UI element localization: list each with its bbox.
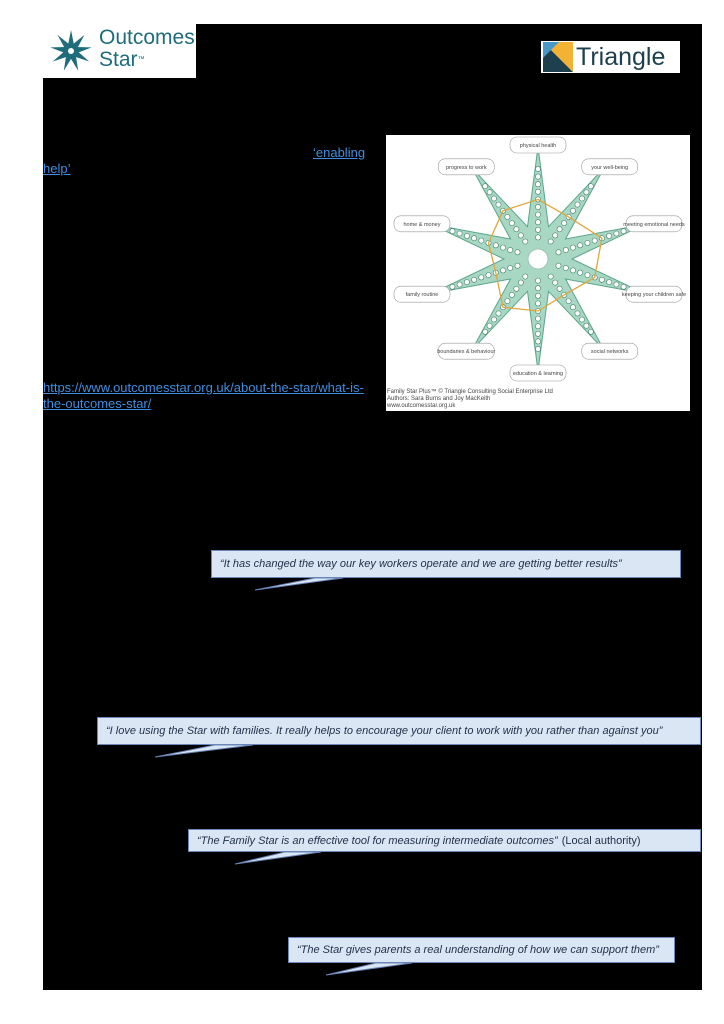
family-star-figure bbox=[386, 135, 690, 411]
scale-point bbox=[535, 286, 540, 291]
quote-2-tail bbox=[155, 744, 255, 758]
scale-point bbox=[614, 282, 619, 287]
scale-point bbox=[557, 286, 562, 291]
family-star-diagram bbox=[386, 135, 690, 397]
scale-point bbox=[575, 311, 580, 316]
scale-point bbox=[570, 245, 575, 250]
scale-point bbox=[570, 268, 575, 273]
enabling-help-link[interactable]: ‘enabling bbox=[313, 145, 366, 160]
scale-point bbox=[535, 204, 540, 209]
scale-point bbox=[500, 268, 505, 273]
scale-point bbox=[505, 299, 510, 304]
scale-point bbox=[614, 231, 619, 236]
scale-point bbox=[535, 331, 540, 336]
scale-point bbox=[491, 196, 496, 201]
scale-point bbox=[553, 233, 558, 238]
star-label-text: social networks bbox=[590, 349, 629, 356]
scale-point bbox=[585, 240, 590, 245]
scale-point bbox=[486, 273, 491, 278]
scale-point bbox=[518, 233, 523, 238]
quote-3-source: (Local authority) bbox=[561, 834, 641, 847]
scale-point bbox=[515, 250, 520, 255]
enabling-help-link-cont[interactable]: help’ bbox=[43, 161, 71, 176]
scale-point bbox=[509, 221, 514, 226]
scale-point bbox=[535, 174, 540, 179]
figure-caption-line1: Family Star Plus™ © Triangle Consulting Social Enterprise Ltd bbox=[387, 389, 553, 395]
scale-point bbox=[479, 275, 484, 280]
scale-point bbox=[535, 189, 540, 194]
scale-point bbox=[621, 284, 626, 289]
scale-point bbox=[523, 239, 528, 244]
scale-point bbox=[579, 196, 584, 201]
scale-point bbox=[487, 190, 492, 195]
scale-point bbox=[570, 208, 575, 213]
scale-point bbox=[505, 214, 510, 219]
scale-point bbox=[491, 317, 496, 322]
scale-point bbox=[493, 243, 498, 248]
outcomes-logo-word1: Outcomes bbox=[99, 26, 195, 49]
star-label-text: physical health bbox=[519, 143, 557, 149]
scale-point bbox=[496, 202, 501, 207]
scale-point bbox=[592, 238, 597, 243]
scale-point bbox=[578, 270, 583, 275]
scale-point bbox=[621, 229, 626, 234]
quote-4-text: “The Star gives parents a real understanding of how we can support them” bbox=[297, 944, 659, 956]
scale-point bbox=[557, 227, 562, 232]
scale-point bbox=[575, 202, 580, 207]
scale-point bbox=[483, 184, 488, 189]
scale-point bbox=[570, 305, 575, 310]
scale-point bbox=[563, 265, 568, 270]
triangle-logo bbox=[541, 41, 680, 73]
star-centre bbox=[528, 249, 548, 269]
scale-point bbox=[535, 301, 540, 306]
scale-point bbox=[535, 220, 540, 225]
scale-point bbox=[607, 233, 612, 238]
scale-point bbox=[487, 323, 492, 328]
scale-point bbox=[472, 236, 477, 241]
scale-point bbox=[556, 250, 561, 255]
outcomes-star-url-link[interactable]: https://www.outcomesstar.org.uk/about-the-star/what-is- bbox=[43, 380, 364, 395]
scale-point bbox=[548, 274, 553, 279]
scale-point bbox=[508, 247, 513, 252]
scale-point bbox=[535, 166, 540, 171]
quote-callout-4 bbox=[288, 937, 675, 963]
outcomes-star-logo bbox=[43, 24, 196, 78]
scale-point bbox=[514, 286, 519, 291]
star-label-text: keeping your children safe bbox=[621, 292, 687, 299]
scale-point bbox=[483, 329, 488, 334]
quote-2-text: “I love using the Star with families. It really helps to encourage your client to work with you rather than against you” bbox=[106, 725, 663, 737]
scale-point bbox=[599, 277, 604, 282]
document-page bbox=[43, 24, 702, 990]
scale-point bbox=[479, 238, 484, 243]
scale-point bbox=[457, 282, 462, 287]
scale-point bbox=[566, 299, 571, 304]
scale-point bbox=[500, 245, 505, 250]
outcomes-logo-word2: Star™ bbox=[99, 48, 145, 71]
outcomes-star-url-link-cont[interactable]: the-outcomes-star/ bbox=[43, 396, 152, 411]
scale-point bbox=[553, 280, 558, 285]
scale-point bbox=[588, 329, 593, 334]
scale-point bbox=[535, 278, 540, 283]
scale-point bbox=[508, 265, 513, 270]
scale-point bbox=[518, 280, 523, 285]
scale-point bbox=[562, 221, 567, 226]
scale-point bbox=[450, 284, 455, 289]
scale-point bbox=[509, 292, 514, 297]
quote-4-tail bbox=[326, 962, 416, 976]
scale-point bbox=[457, 231, 462, 236]
star-label-text: progress to work bbox=[445, 164, 487, 171]
quote-3-tail bbox=[235, 851, 325, 865]
scale-point bbox=[588, 184, 593, 189]
scale-point bbox=[556, 263, 561, 268]
scale-point bbox=[548, 239, 553, 244]
scale-point bbox=[579, 317, 584, 322]
quote-1-tail bbox=[255, 577, 345, 591]
figure-caption-line3: www.outcomesstar.org.uk bbox=[387, 403, 456, 409]
scale-point bbox=[585, 273, 590, 278]
quote-callout-2 bbox=[97, 717, 701, 745]
scale-point bbox=[535, 182, 540, 187]
scale-point bbox=[535, 293, 540, 298]
star-label-text: boundaries & behaviour bbox=[437, 349, 496, 356]
quote-callout-1 bbox=[211, 550, 681, 578]
quote-callout-3 bbox=[188, 829, 701, 852]
quote-1-text: “It has changed the way our key workers operate and we are getting better results” bbox=[220, 558, 622, 570]
scale-point bbox=[514, 227, 519, 232]
scale-point bbox=[515, 263, 520, 268]
figure-caption-line2: Authors: Sara Burns and Joy MacKeith bbox=[387, 396, 491, 402]
scale-point bbox=[472, 277, 477, 282]
scale-point bbox=[535, 324, 540, 329]
scale-point bbox=[464, 280, 469, 285]
quote-3-text: “The Family Star is an effective tool for measuring intermediate outcomes” bbox=[197, 834, 558, 847]
scale-point bbox=[535, 212, 540, 217]
scale-point bbox=[535, 235, 540, 240]
triangle-logo-text: Triangle bbox=[576, 43, 666, 71]
scale-point bbox=[578, 243, 583, 248]
triangle-logo-icon bbox=[543, 42, 573, 72]
scale-point bbox=[584, 323, 589, 328]
scale-point bbox=[535, 316, 540, 321]
star-label-text: family routine bbox=[405, 292, 439, 299]
star-label-text: education & learning bbox=[512, 371, 564, 377]
scale-point bbox=[496, 311, 501, 316]
star-label-text: home & money bbox=[403, 221, 441, 228]
scale-point bbox=[563, 247, 568, 252]
scale-point bbox=[607, 280, 612, 285]
outcomes-star-icon bbox=[49, 29, 93, 73]
scale-point bbox=[464, 233, 469, 238]
scale-point bbox=[535, 346, 540, 351]
scale-point bbox=[535, 339, 540, 344]
scale-point bbox=[450, 229, 455, 234]
star-label-text: meeting emotional needs bbox=[623, 221, 685, 228]
scale-point bbox=[535, 227, 540, 232]
star-label-text: your well-being bbox=[591, 164, 629, 171]
scale-point bbox=[584, 190, 589, 195]
scale-point bbox=[523, 274, 528, 279]
